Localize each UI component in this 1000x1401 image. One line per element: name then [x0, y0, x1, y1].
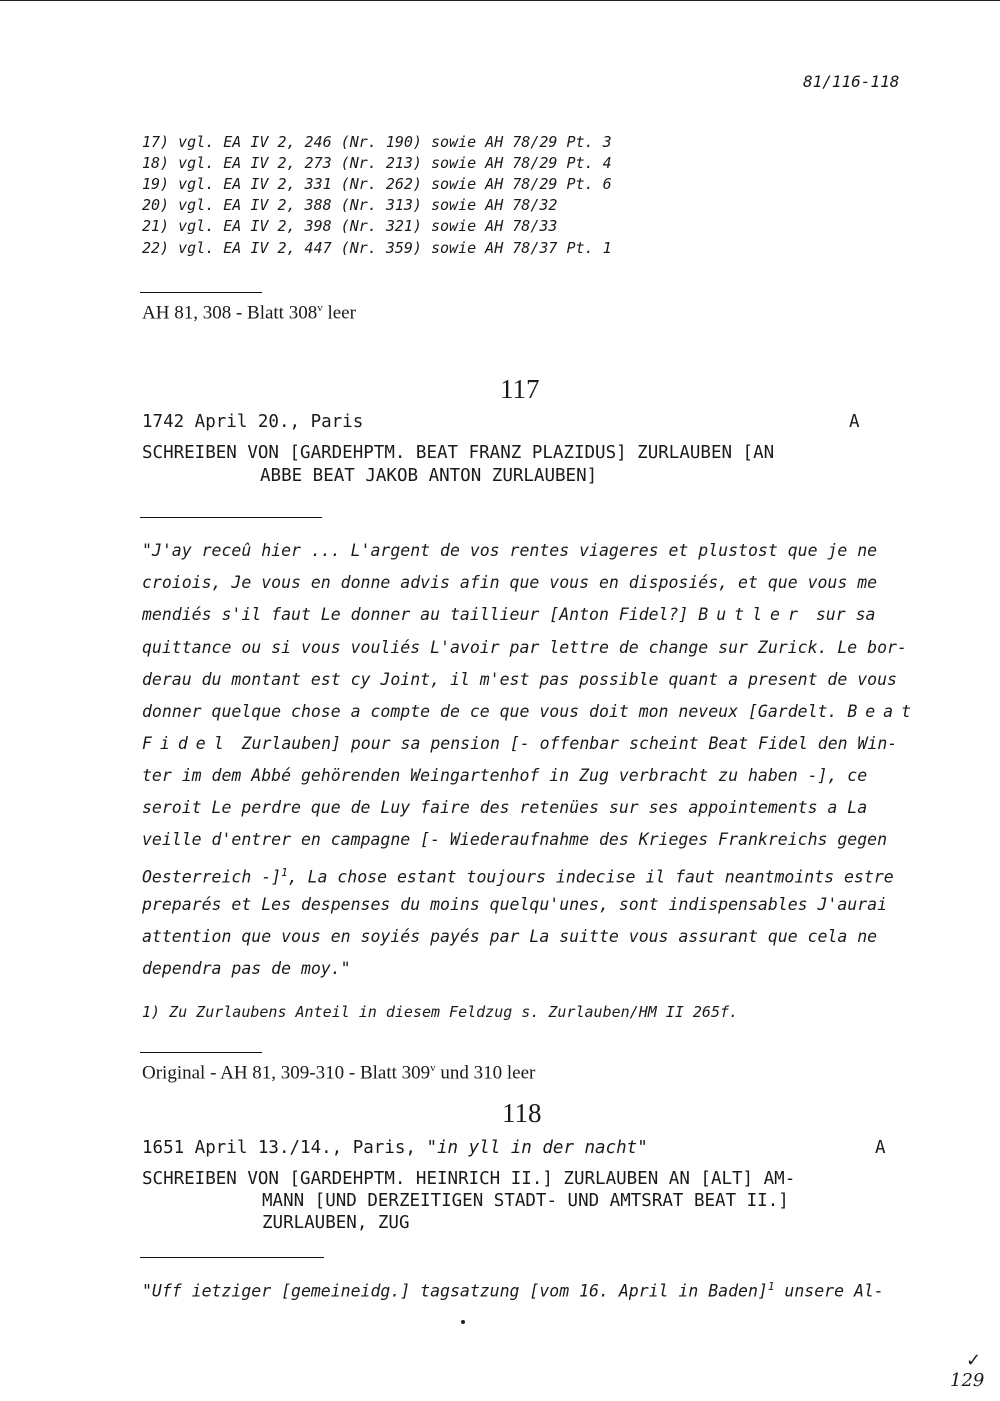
text-line: Fidel Zurlauben] pour sa pension [- offenbar scheint Beat Fidel den Win-	[142, 734, 898, 753]
check-mark: ✓	[966, 1350, 982, 1371]
footnote: 1) Zu Zurlaubens Anteil in diesem Feldzug s. Zurlauben/HM II 265f.	[142, 1003, 739, 1021]
text-line: "J'ay receû hier ... L'argent de vos rentes viageres et plustost que je ne	[142, 541, 878, 560]
spaced-name: Fidel	[142, 734, 232, 753]
date-quote: "in yll in der nacht"	[426, 1138, 648, 1158]
text-line: seroit Le perdre que de Luy faire des retenües sur ses appointements a La	[142, 798, 868, 817]
verso-mark: v	[317, 302, 323, 314]
spaced-name: Beat	[847, 702, 920, 721]
source-text: Original - AH 81, 309-310 - Blatt 309	[142, 1062, 431, 1084]
text-line: "Uff ietziger [gemeineidg.] tagsatzung [vom 16. April in Baden]$^1$ unsere Al-	[142, 1280, 884, 1301]
source-line-116	[142, 302, 356, 324]
text-line: donner quelque chose a compte de ce que vous doit mon neveux [Gardelt. Beat	[142, 702, 920, 721]
text-line: quittance ou si vous vouliés L'avoir par lettre de change sur Zurick. Le bor-	[142, 638, 907, 657]
text-line: derau du montant est cy Joint, il m'est pas possible quant a present de vous	[142, 670, 897, 689]
document-title-cont: MANN [UND DERZEITIGEN STADT- UND AMTSRAT BEAT II.]	[262, 1191, 789, 1211]
endnote-19: 19) vgl. EA IV 2, 331 (Nr. 262) sowie AH 78/29 Pt. 6	[142, 175, 612, 193]
document-date: 1651 April 13./14., Paris, "in yll in der nacht"	[142, 1138, 648, 1158]
document-type-mark: A	[849, 412, 860, 432]
source-text: AH 81, 308 - Blatt 308	[142, 302, 318, 324]
endnote-22: 22) vgl. EA IV 2, 447 (Nr. 359) sowie AH 78/37 Pt. 1	[142, 239, 612, 257]
source-line-117	[142, 1062, 535, 1084]
separator-rule	[140, 1052, 262, 1053]
source-suffix: und 310 leer	[435, 1062, 536, 1084]
text-line: dependra pas de moy."	[142, 959, 351, 978]
document-number: 118	[502, 1098, 542, 1128]
handwritten-page-number: 129	[950, 1370, 985, 1391]
document-title: SCHREIBEN VON [GARDEHPTM. HEINRICH II.] ZURLAUBEN AN [ALT] AM-	[142, 1169, 796, 1189]
source-suffix: leer	[322, 302, 356, 324]
text-line: Oesterreich -]$^1$, La chose estant toujours indecise il faut neantmoints estre	[142, 866, 894, 887]
endnote-18: 18) vgl. EA IV 2, 273 (Nr. 213) sowie AH 78/29 Pt. 4	[142, 154, 612, 172]
document-title: SCHREIBEN VON [GARDEHPTM. BEAT FRANZ PLAZIDUS] ZURLAUBEN [AN	[142, 443, 775, 463]
text-line: croiois, Je vous en donne advis afin que vous en disposiés, et que vous me	[142, 573, 878, 592]
endnote-20: 20) vgl. EA IV 2, 388 (Nr. 313) sowie AH 78/32	[142, 196, 558, 214]
text-line: mendiés s'il faut Le donner au taillieur [Anton Fidel?] Butler sur sa	[142, 605, 876, 624]
text-line: veille d'entrer en campagne [- Wiederaufnahme des Krieges Frankreichs gegen	[142, 830, 888, 849]
document-title-cont: ZURLAUBEN, ZUG	[262, 1213, 410, 1233]
footnote-mark: 1	[767, 1280, 775, 1293]
endnote-17: 17) vgl. EA IV 2, 246 (Nr. 190) sowie AH 78/29 Pt. 3	[142, 133, 612, 151]
document-number: 117	[500, 374, 540, 404]
document-title-cont: ABBE BEAT JAKOB ANTON ZURLAUBEN]	[260, 466, 598, 486]
footnote-mark: 1	[281, 866, 288, 879]
document-date: 1742 April 20., Paris	[142, 412, 364, 432]
separator-rule	[140, 292, 262, 293]
spaced-name: Butler	[698, 605, 806, 624]
text-line: attention que vous en soyiés payés par La suitte vous assurant que cela ne	[142, 927, 878, 946]
top-border	[0, 0, 1000, 1]
page-dot	[461, 1320, 465, 1324]
separator-rule	[140, 517, 322, 518]
archive-reference: 81/116-118	[803, 72, 900, 91]
endnote-21: 21) vgl. EA IV 2, 398 (Nr. 321) sowie AH 78/33	[142, 217, 558, 235]
text-line: preparés et Les despenses du moins quelqu'unes, sont indispensables J'aurai	[142, 895, 888, 914]
text-line: ter im dem Abbé gehörenden Weingartenhof in Zug verbracht zu haben -], ce	[142, 766, 868, 785]
separator-rule	[140, 1257, 324, 1258]
verso-mark: v	[430, 1062, 436, 1074]
document-type-mark: A	[875, 1138, 886, 1158]
